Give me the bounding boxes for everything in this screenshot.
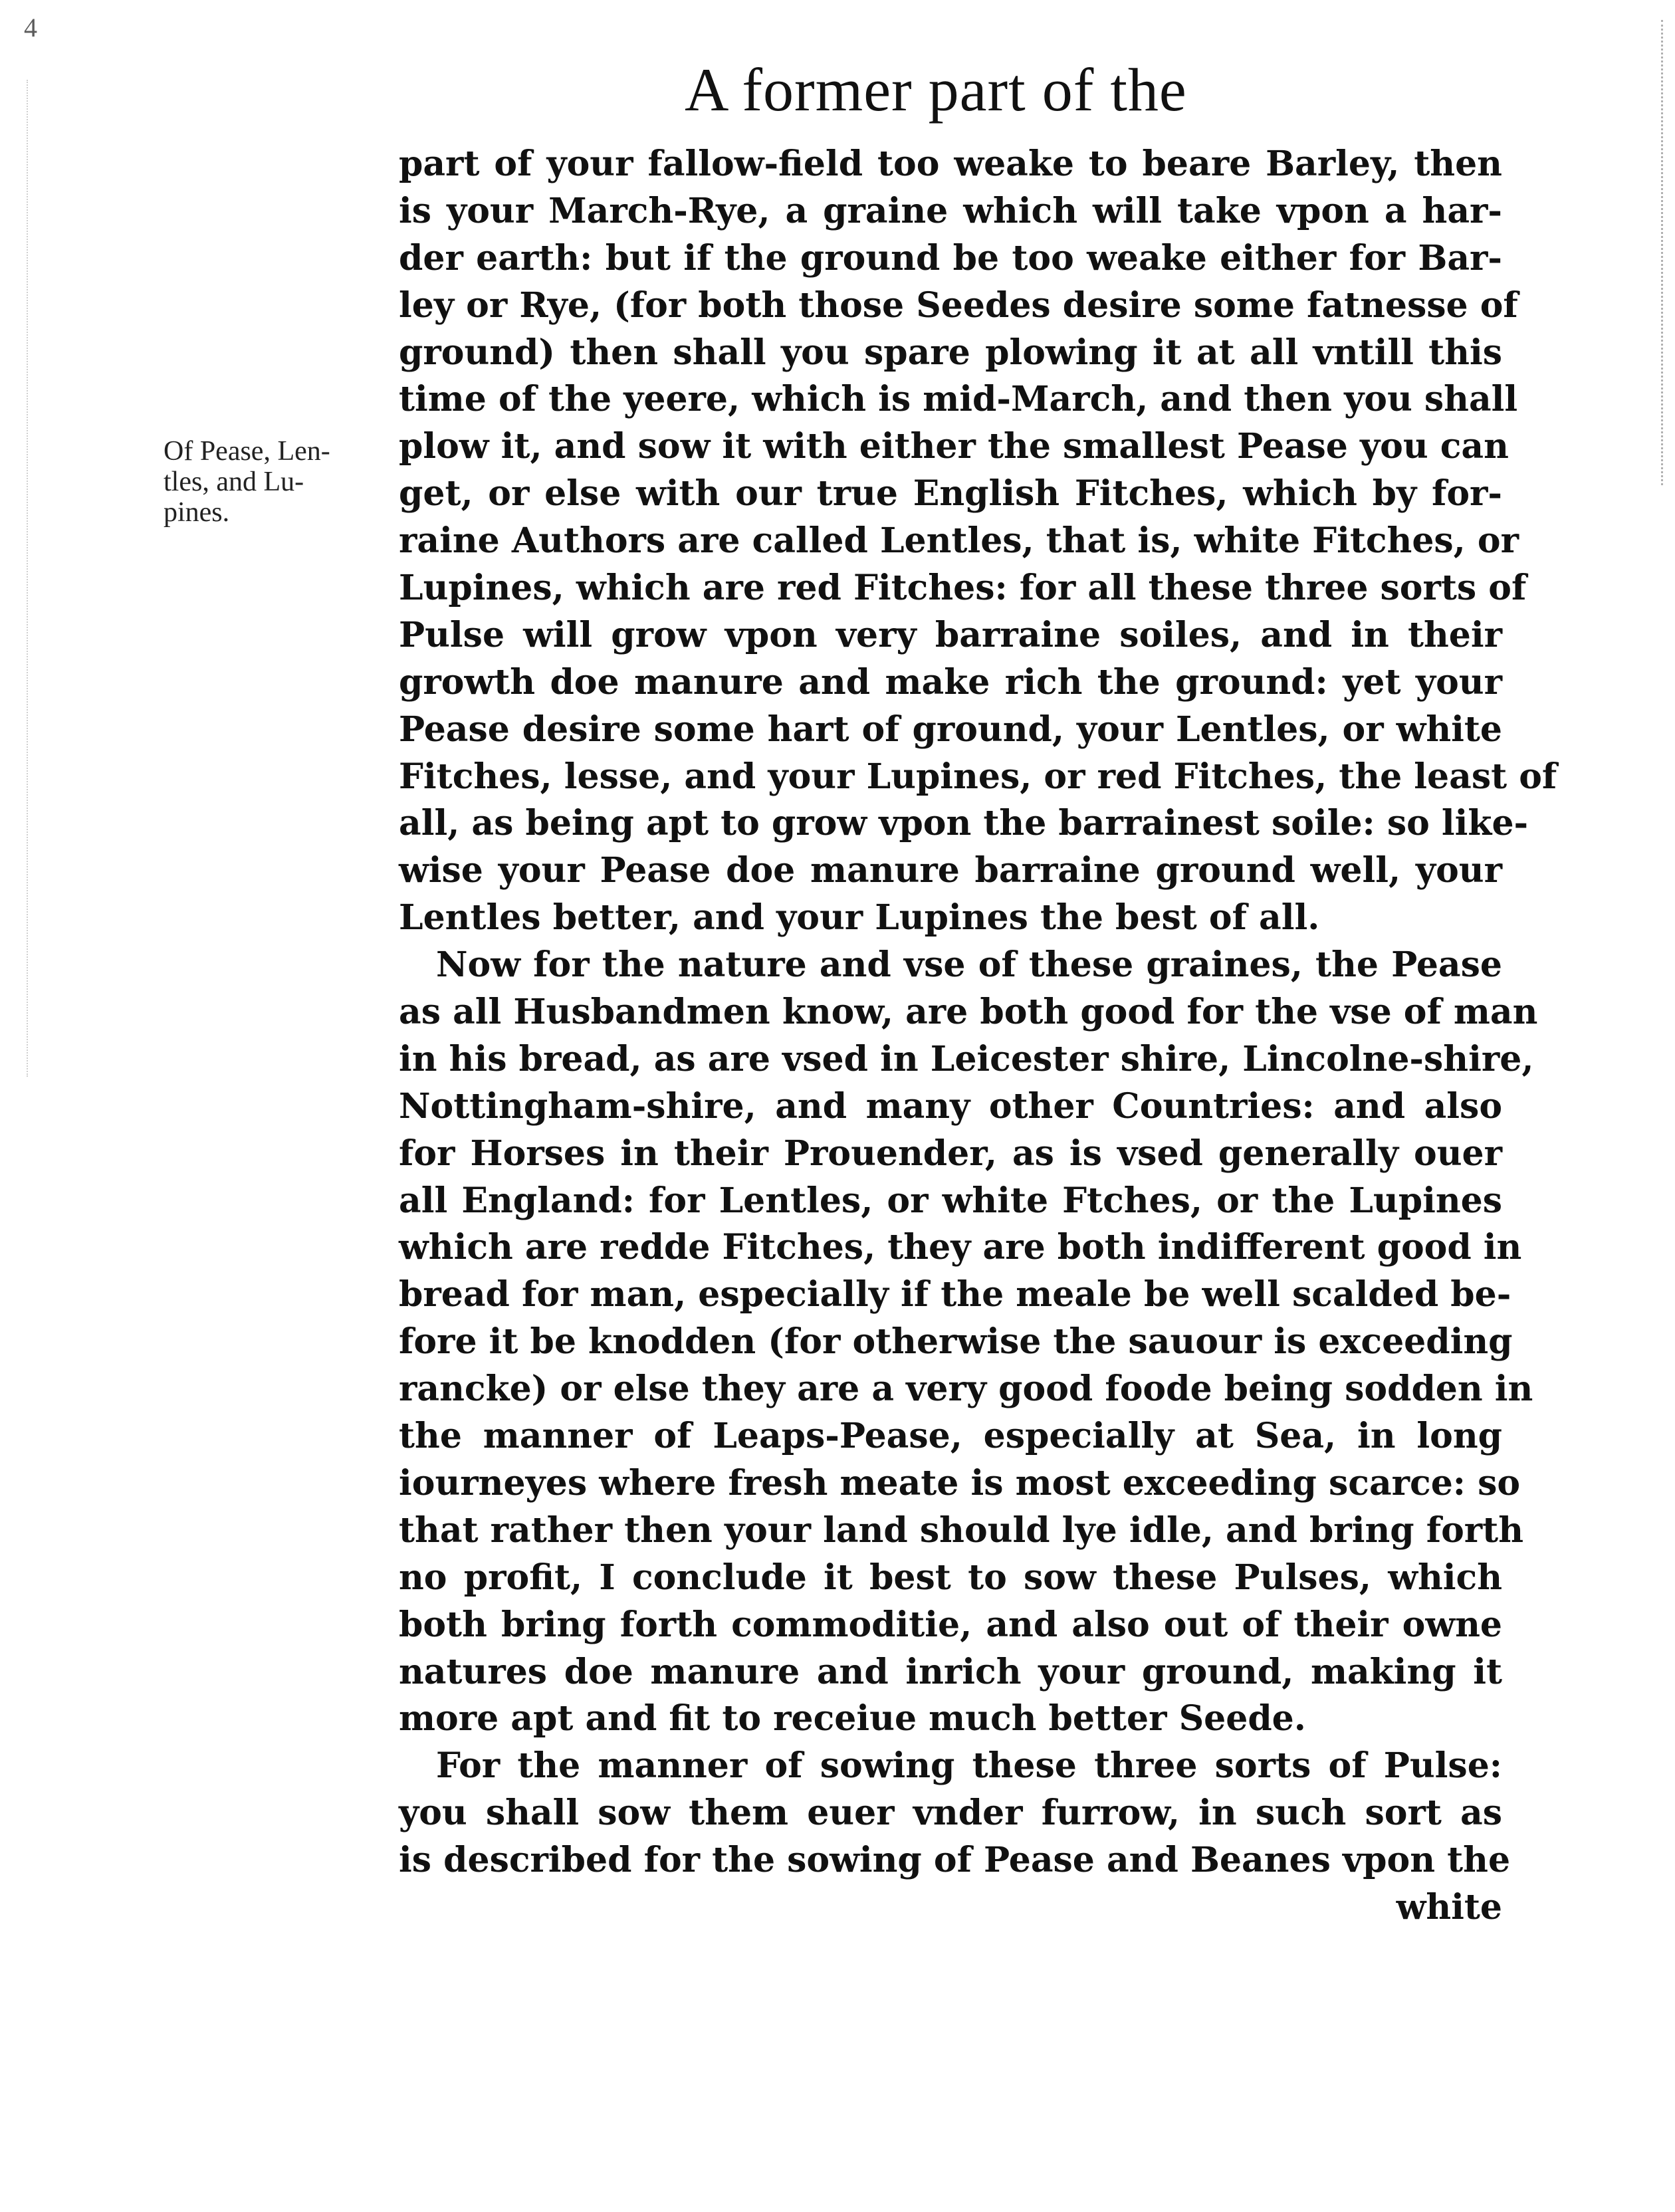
text-line: Nottingham-shire, and many other Countries: and also [399, 1085, 1502, 1127]
text-line: Pulse will grow vpon very barraine soiles, and in their [399, 614, 1502, 655]
text-line: Lupines, which are red Fitches: for all these three sorts of [399, 568, 1527, 609]
catchword: white [1396, 1886, 1502, 1928]
marginal-note-line: tles, and Lu- [164, 467, 304, 497]
text-line: Fitches, lesse, and your Lupines, or red Fitches, the least of [399, 756, 1557, 797]
page-number: 4 [24, 13, 37, 43]
text-line: is your March-Rye, a graine which will take vpon a har- [399, 190, 1502, 231]
text-line: all England: for Lentles, or white Ftches, or the Lupines [399, 1180, 1502, 1221]
text-line: for Horses in their Prouender, as is vsed generally ouer [399, 1133, 1502, 1174]
page-edge [1656, 20, 1663, 485]
gutter-edge [27, 80, 31, 1077]
text-line: For the manner of sowing these three sorts of Pulse: [436, 1745, 1502, 1787]
body-text [399, 141, 1557, 1932]
marginal-note-line: pines. [164, 497, 230, 528]
text-line: natures doe manure and inrich your ground, making it [399, 1651, 1502, 1692]
text-line: bread for man, especially if the meale be well scalded be- [399, 1274, 1511, 1315]
text-line: Lentles better, and your Lupines the best of all. [399, 897, 1320, 939]
text-line: ley or Rye, (for both those Seedes desire some fatnesse of [399, 284, 1518, 326]
paragraph-3 [399, 1743, 1511, 1884]
text-line: more apt and fit to receiue much better Seede. [399, 1698, 1306, 1739]
text-line: ground) then shall you spare plowing it at all vntill this [399, 332, 1502, 373]
text-line: which are redde Fitches, they are both indifferent good in [399, 1227, 1522, 1268]
text-line: time of the yeere, which is mid-March, and then you shall [399, 379, 1518, 420]
text-line: wise your Pease doe manure barraine ground well, your [399, 850, 1502, 891]
text-line: plow it, and sow it with either the smallest Pease you can [399, 426, 1509, 467]
text-line: the manner of Leaps-Pease, especially at Sea, in long [399, 1416, 1502, 1457]
text-line: iourneyes where fresh meate is most exceeding scarce: so [399, 1462, 1521, 1503]
marginal-note [164, 436, 383, 528]
text-line: get, or else with our true English Fitches, which by for- [399, 473, 1502, 514]
text-line: both bring forth commoditie, and also out of their owne [399, 1604, 1502, 1645]
marginal-note-line: Of Pease, Len- [164, 436, 330, 467]
text-line: growth doe manure and make rich the ground: yet your [399, 661, 1502, 703]
paragraph-1 [399, 141, 1557, 942]
text-line: you shall sow them euer vnder furrow, in such sort as [399, 1793, 1502, 1834]
text-line: no profit, I conclude it best to sow these Pulses, which [399, 1557, 1502, 1598]
text-line: raine Authors are called Lentles, that is, white Fitches, or [399, 520, 1519, 562]
text-line: part of your fallow-field too weake to beare Barley, then [399, 144, 1502, 184]
text-line: as all Husbandmen know, are both good for the vse of man [399, 992, 1538, 1033]
text-line: rancke) or else they are a very good foode being sodden in [399, 1369, 1533, 1410]
text-line: in his bread, as are vsed in Leicester shire, Lincolne-shire, [399, 1038, 1534, 1079]
text-line: Pease desire some hart of ground, your Lentles, or white [399, 709, 1502, 750]
text-line: that rather then your land should lye idle, and bring forth [399, 1509, 1524, 1551]
text-line: all, as being apt to grow vpon the barrainest soile: so like- [399, 803, 1529, 844]
text-line: fore it be knodden (for otherwise the sauour is exceeding [399, 1321, 1513, 1363]
text-line: Now for the nature and vse of these graines, the Pease [436, 944, 1502, 986]
text-line: is described for the sowing of Pease and Beanes vpon the [399, 1840, 1511, 1881]
running-head: A former part of the [685, 56, 1187, 124]
text-line: der earth: but if the ground be too weake either for Bar- [399, 237, 1502, 278]
paragraph-2 [399, 942, 1538, 1743]
